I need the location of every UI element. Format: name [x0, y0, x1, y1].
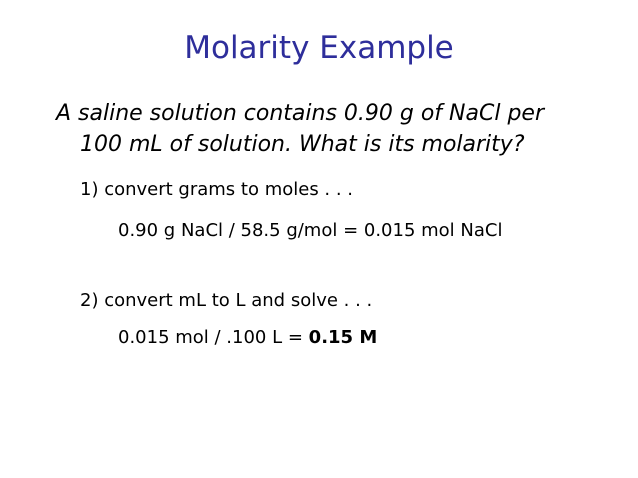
step-2-label: 2) convert mL to L and solve . . . [80, 290, 373, 311]
problem-line-2: 100 mL of solution. What is its molarity? [80, 132, 525, 157]
step-2-calc-prefix: 0.015 mol / .100 L = [118, 327, 309, 348]
problem-line-1: A saline solution contains 0.90 g of NaCl per [56, 101, 544, 126]
slide-title: Molarity Example [184, 30, 454, 66]
step-1-calculation: 0.90 g NaCl / 58.5 g/mol = 0.015 mol NaCl [118, 220, 503, 241]
final-answer: 0.15 M [308, 327, 378, 348]
step-1-label: 1) convert grams to moles . . . [80, 179, 354, 200]
problem-statement [56, 98, 616, 160]
step-2-calculation [118, 326, 377, 350]
